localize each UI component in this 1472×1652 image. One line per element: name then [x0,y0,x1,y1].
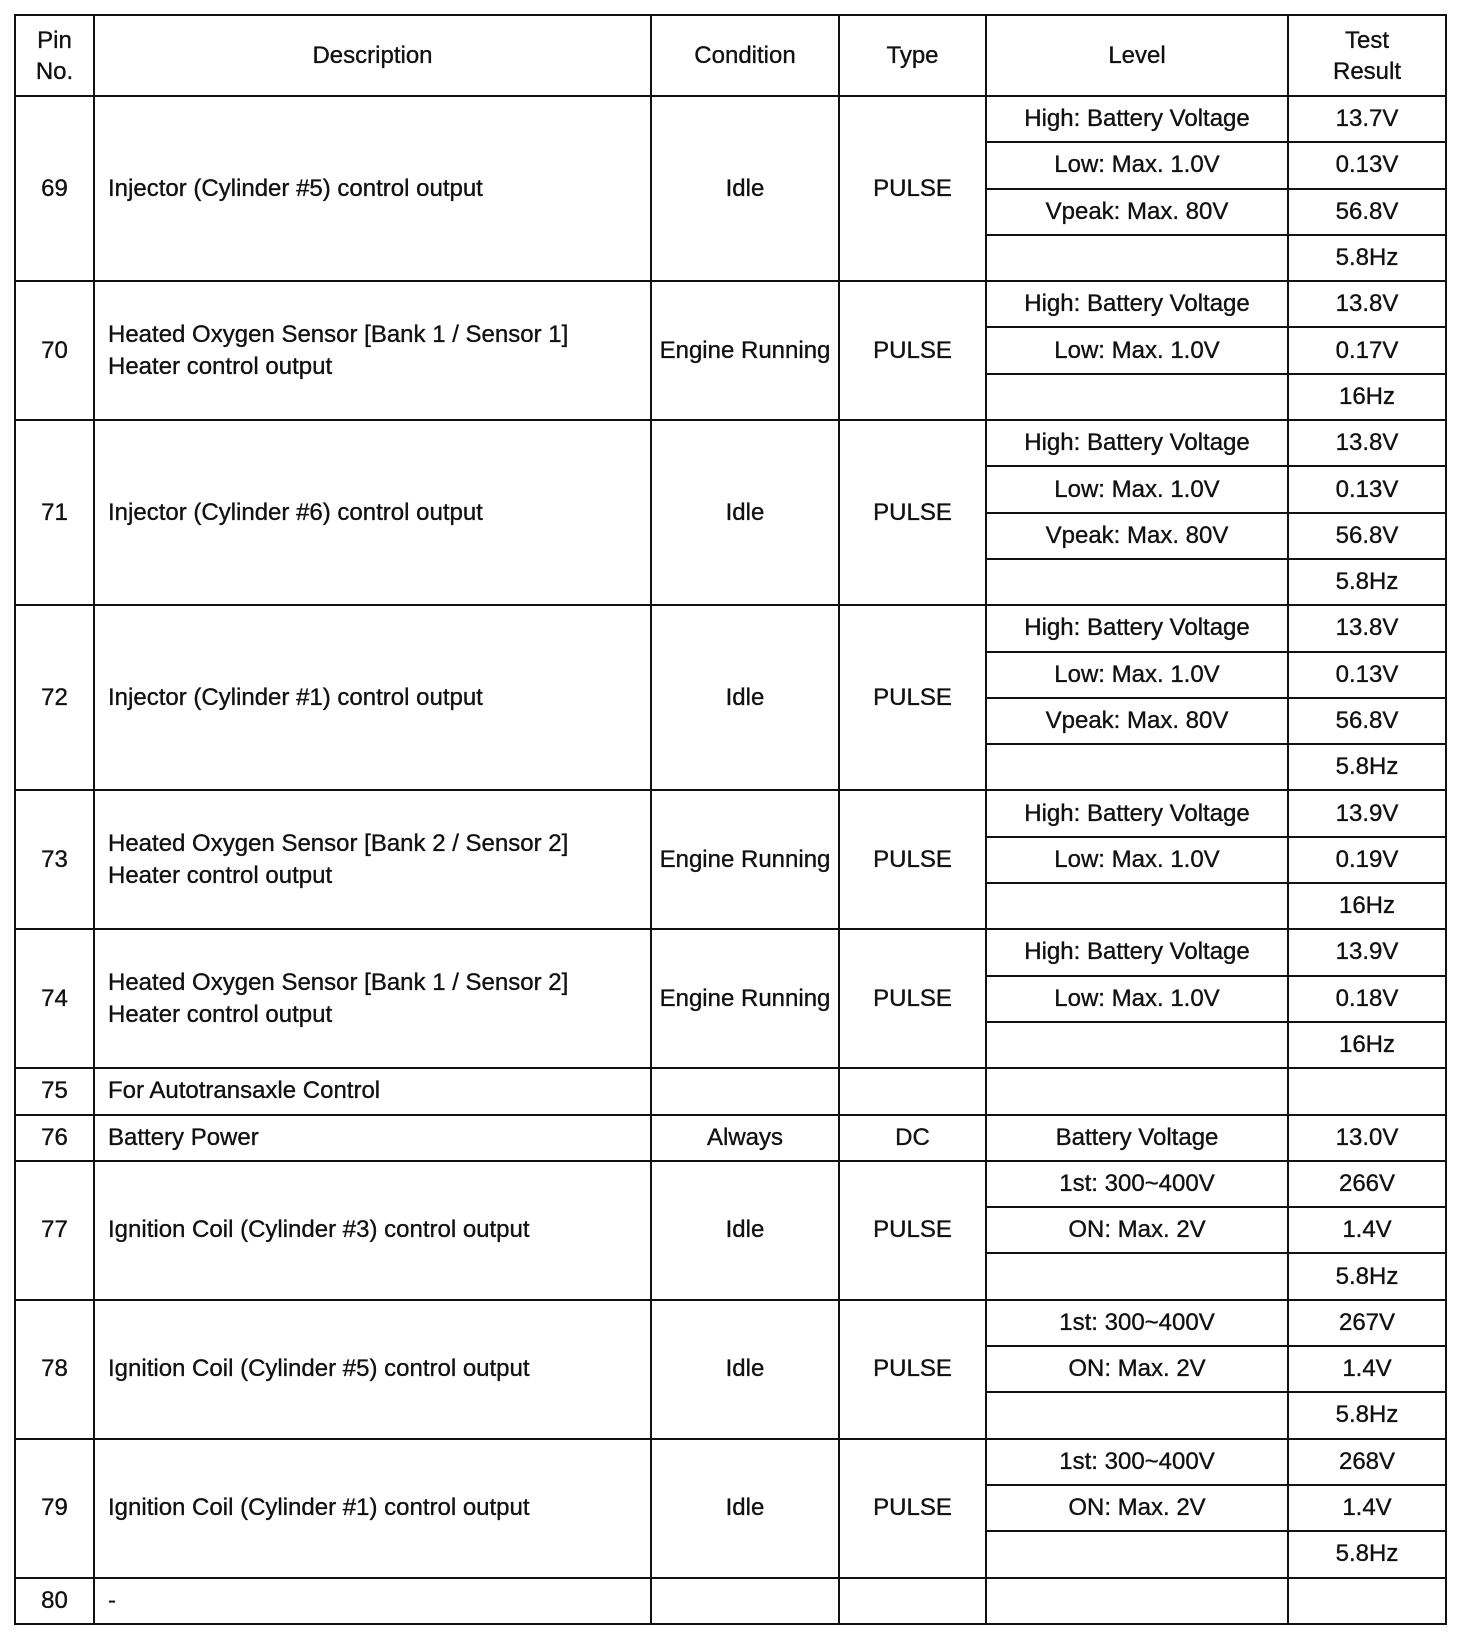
result-cell: 56.8V [1288,189,1446,235]
level-cell: High: Battery Voltage [986,96,1288,142]
level-cell: Low: Max. 1.0V [986,837,1288,883]
level-cell [986,883,1288,929]
type-cell: PULSE [839,929,986,1068]
table-row [15,1115,1446,1161]
level-cell: ON: Max. 2V [986,1207,1288,1253]
header-description: Description [94,15,651,96]
type-cell [839,1068,986,1114]
table-row [15,929,1446,975]
level-cell: Low: Max. 1.0V [986,142,1288,188]
level-cell: 1st: 300~400V [986,1439,1288,1485]
description-cell: Ignition Coil (Cylinder #5) control output [94,1300,651,1439]
description-cell: Injector (Cylinder #6) control output [94,420,651,605]
pin-cell: 72 [15,605,94,790]
level-cell: Vpeak: Max. 80V [986,698,1288,744]
result-cell: 0.13V [1288,142,1446,188]
pin-cell: 80 [15,1578,94,1624]
level-cell: High: Battery Voltage [986,605,1288,651]
result-cell: 268V [1288,1439,1446,1485]
result-cell: 5.8Hz [1288,744,1446,790]
pin-cell: 75 [15,1068,94,1114]
type-cell: PULSE [839,605,986,790]
table-row [15,605,1446,651]
condition-cell: Idle [651,420,839,605]
condition-cell: Idle [651,1439,839,1578]
table-row [15,790,1446,836]
level-cell [986,1022,1288,1068]
description-cell: Battery Power [94,1115,651,1161]
level-cell: High: Battery Voltage [986,420,1288,466]
pin-cell: 69 [15,96,94,281]
condition-cell: Engine Running [651,790,839,929]
result-cell: 16Hz [1288,883,1446,929]
result-cell: 1.4V [1288,1346,1446,1392]
level-cell: 1st: 300~400V [986,1161,1288,1207]
header-type: Type [839,15,986,96]
description-cell: Injector (Cylinder #5) control output [94,96,651,281]
result-cell: 267V [1288,1300,1446,1346]
table-body [15,96,1446,1624]
level-cell [986,1392,1288,1438]
header-result-label: Test Result [1332,26,1402,85]
type-cell: PULSE [839,790,986,929]
condition-cell: Idle [651,1161,839,1300]
result-cell: 0.13V [1288,652,1446,698]
pin-cell: 78 [15,1300,94,1439]
result-cell: 13.9V [1288,790,1446,836]
type-cell: PULSE [839,1300,986,1439]
description-cell: Heated Oxygen Sensor [Bank 1 / Sensor 2] Heater control output [94,929,651,1068]
table-row [15,1300,1446,1346]
pin-cell: 70 [15,281,94,420]
result-cell: 56.8V [1288,513,1446,559]
result-cell: 13.7V [1288,96,1446,142]
header-result [1288,15,1446,96]
result-cell: 0.17V [1288,327,1446,373]
level-cell: Battery Voltage [986,1115,1288,1161]
type-cell: DC [839,1115,986,1161]
description-cell: Ignition Coil (Cylinder #1) control output [94,1439,651,1578]
condition-cell: Engine Running [651,929,839,1068]
result-cell: 266V [1288,1161,1446,1207]
condition-cell: Idle [651,605,839,790]
result-cell: 5.8Hz [1288,559,1446,605]
result-cell: 16Hz [1288,374,1446,420]
type-cell: PULSE [839,420,986,605]
result-cell: 13.9V [1288,929,1446,975]
condition-cell: Engine Running [651,281,839,420]
table-row [15,1439,1446,1485]
header-pin-label: Pin No. [35,26,74,85]
level-cell [986,235,1288,281]
type-cell [839,1578,986,1624]
result-cell: 1.4V [1288,1485,1446,1531]
pin-cell: 71 [15,420,94,605]
result-cell: 13.0V [1288,1115,1446,1161]
level-cell [986,744,1288,790]
result-cell: 13.8V [1288,281,1446,327]
pin-cell: 73 [15,790,94,929]
result-cell: 0.18V [1288,976,1446,1022]
description-cell: - [94,1578,651,1624]
result-cell: 56.8V [1288,698,1446,744]
result-cell: 0.19V [1288,837,1446,883]
description-cell: For Autotransaxle Control [94,1068,651,1114]
result-cell: 5.8Hz [1288,235,1446,281]
result-cell: 5.8Hz [1288,1392,1446,1438]
level-cell [986,559,1288,605]
pin-cell: 79 [15,1439,94,1578]
level-cell: Vpeak: Max. 80V [986,513,1288,559]
level-cell: Vpeak: Max. 80V [986,189,1288,235]
level-cell: Low: Max. 1.0V [986,652,1288,698]
level-cell: Low: Max. 1.0V [986,327,1288,373]
result-cell: 5.8Hz [1288,1531,1446,1577]
table-row [15,420,1446,466]
result-cell: 1.4V [1288,1207,1446,1253]
result-cell: 5.8Hz [1288,1253,1446,1299]
pin-cell: 74 [15,929,94,1068]
level-cell [986,1578,1288,1624]
type-cell: PULSE [839,1161,986,1300]
level-cell: 1st: 300~400V [986,1300,1288,1346]
result-cell: 13.8V [1288,605,1446,651]
result-cell: 13.8V [1288,420,1446,466]
condition-cell: Always [651,1115,839,1161]
table-row [15,281,1446,327]
condition-cell: Idle [651,1300,839,1439]
description-cell: Heated Oxygen Sensor [Bank 2 / Sensor 2] Heater control output [94,790,651,929]
header-row [15,15,1446,96]
condition-cell [651,1068,839,1114]
pin-cell: 76 [15,1115,94,1161]
pin-test-table [14,14,1447,1625]
condition-cell: Idle [651,96,839,281]
header-pin [15,15,94,96]
level-cell: ON: Max. 2V [986,1346,1288,1392]
table-row [15,1578,1446,1624]
level-cell [986,1253,1288,1299]
type-cell: PULSE [839,281,986,420]
table-row [15,1161,1446,1207]
level-cell: Low: Max. 1.0V [986,466,1288,512]
result-cell [1288,1068,1446,1114]
type-cell: PULSE [839,1439,986,1578]
level-cell: Low: Max. 1.0V [986,976,1288,1022]
level-cell: High: Battery Voltage [986,929,1288,975]
header-condition: Condition [651,15,839,96]
level-cell [986,374,1288,420]
condition-cell [651,1578,839,1624]
table-row [15,1068,1446,1114]
result-cell [1288,1578,1446,1624]
description-cell: Heated Oxygen Sensor [Bank 1 / Sensor 1] Heater control output [94,281,651,420]
header-level: Level [986,15,1288,96]
level-cell: ON: Max. 2V [986,1485,1288,1531]
level-cell [986,1068,1288,1114]
type-cell: PULSE [839,96,986,281]
level-cell: High: Battery Voltage [986,790,1288,836]
description-cell: Injector (Cylinder #1) control output [94,605,651,790]
result-cell: 0.13V [1288,466,1446,512]
pin-cell: 77 [15,1161,94,1300]
description-cell: Ignition Coil (Cylinder #3) control output [94,1161,651,1300]
level-cell: High: Battery Voltage [986,281,1288,327]
level-cell [986,1531,1288,1577]
table-row [15,96,1446,142]
result-cell: 16Hz [1288,1022,1446,1068]
